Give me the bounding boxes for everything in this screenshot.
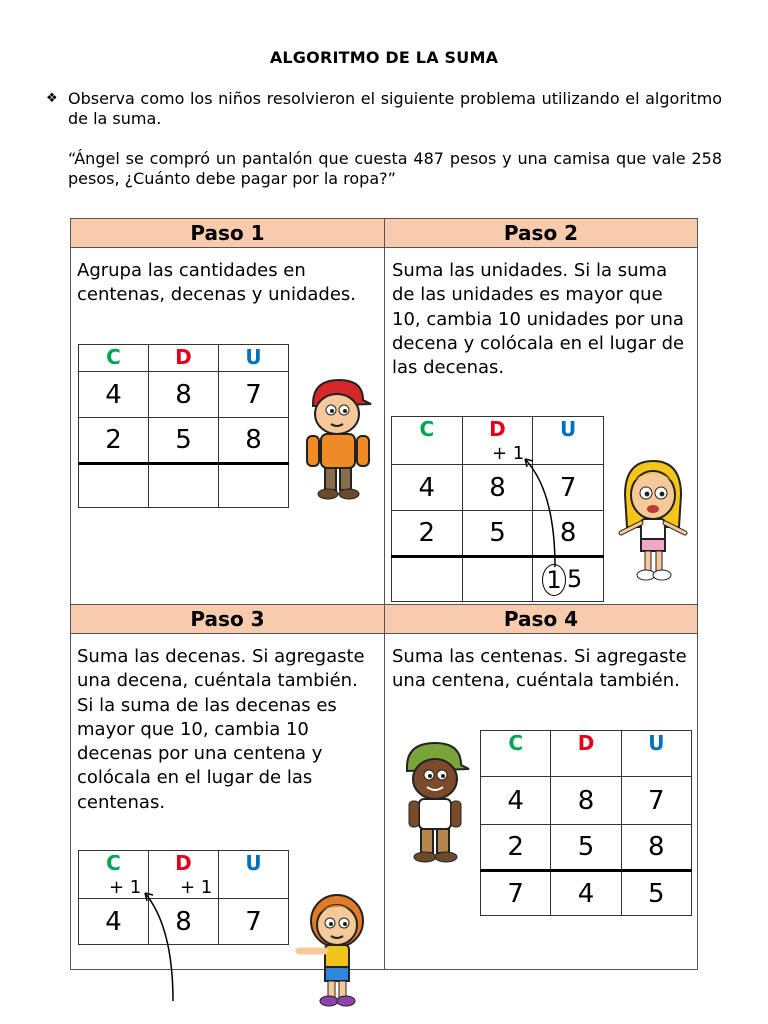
column-header-u: U <box>218 345 288 372</box>
step2-header: Paso 2 <box>385 219 697 248</box>
column-header-d: D <box>462 417 533 465</box>
step4-table <box>480 730 692 916</box>
column-header-c: C <box>79 851 149 899</box>
column-header-u: U <box>621 731 691 777</box>
bullet-icon: ❖ <box>46 91 58 106</box>
divider <box>384 219 385 969</box>
table-cell: 8 <box>533 511 604 557</box>
table-cell: 4 <box>79 372 149 418</box>
table-cell: 5 <box>462 511 533 557</box>
carry-arrow <box>139 887 189 1003</box>
table-cell: 2 <box>79 418 149 464</box>
girl-blonde-illustration <box>615 457 691 583</box>
column-header-u: U <box>218 851 288 899</box>
table-cell: 7 <box>481 871 551 916</box>
problem-text: “Ángel se compró un pantalón que cuesta 487 pesos y una camisa que vale 258 pesos, ¿Cuánto debe pagar por la ropa?” <box>68 149 722 188</box>
step3-text: Suma las decenas. Si agregaste una decena, cuéntala también. Si la suma de las decenas es mayor que 10, cambia 10 decenas por una centena y colócala en el lugar de las centenas. <box>77 646 365 813</box>
girl-orange-hair-illustration <box>293 891 373 1009</box>
table-cell: 8 <box>148 372 218 418</box>
column-header-c: C <box>481 731 551 777</box>
carry-arrow <box>511 451 571 569</box>
page-title: ALGORITMO DE LA SUMA <box>269 48 499 67</box>
column-header-d: D <box>148 345 218 372</box>
boy-red-cap-illustration <box>299 374 379 502</box>
table-cell: 7 <box>218 899 288 945</box>
table-cell <box>79 464 149 508</box>
steps-grid <box>70 218 698 970</box>
step1-text: Agrupa las cantidades en centenas, decenas y unidades. <box>77 260 357 306</box>
column-header-d: D <box>148 851 218 899</box>
table-cell: 4 <box>392 465 463 511</box>
table-cell: 5 <box>551 825 621 871</box>
table-cell: 7 <box>218 372 288 418</box>
table-cell: 8 <box>218 418 288 464</box>
step1-header: Paso 1 <box>71 219 384 248</box>
table-cell: 4 <box>79 899 149 945</box>
table-cell: 8 <box>148 899 218 945</box>
column-header-c: C <box>79 345 149 372</box>
table-cell <box>148 464 218 508</box>
table-cell: 8 <box>621 825 691 871</box>
step4-header: Paso 4 <box>385 605 697 634</box>
table-cell: 4 <box>481 777 551 825</box>
column-header-u: U <box>533 417 604 465</box>
step3-header: Paso 3 <box>71 605 384 634</box>
table-cell: 7 <box>533 465 604 511</box>
table-cell: 2 <box>481 825 551 871</box>
step2-text: Suma las unidades. Si la suma de las unidades es mayor que 10, cambia 10 unidades por una decena y colócala en el lugar de las decenas. <box>392 260 685 379</box>
table-cell: 5 <box>148 418 218 464</box>
result-five: 5 <box>567 565 583 593</box>
carry-decena: + 1 <box>180 877 213 898</box>
step4-text: Suma las centenas. Si agregaste una centena, cuéntala también. <box>392 646 687 692</box>
table-cell <box>218 464 288 508</box>
table-cell: 8 <box>551 777 621 825</box>
table-cell: 7 <box>621 777 691 825</box>
column-header-d: D <box>551 731 621 777</box>
table-cell: 4 <box>551 871 621 916</box>
table-cell: 8 <box>462 465 533 511</box>
column-header-c: C <box>392 417 463 465</box>
step1-table <box>78 344 289 508</box>
intro <box>68 89 722 189</box>
instruction-text: Observa como los niños resolvieron el siguiente problema utilizando el algoritmo de la suma. <box>68 89 722 128</box>
carry-centena: + 1 <box>109 877 142 898</box>
table-cell <box>392 557 463 602</box>
table-cell: 2 <box>392 511 463 557</box>
carry-decena: + 1 <box>492 443 525 464</box>
boy-green-cap-illustration <box>399 737 475 869</box>
table-cell: 5 <box>621 871 691 916</box>
result-one-circled: 1 <box>542 564 566 596</box>
